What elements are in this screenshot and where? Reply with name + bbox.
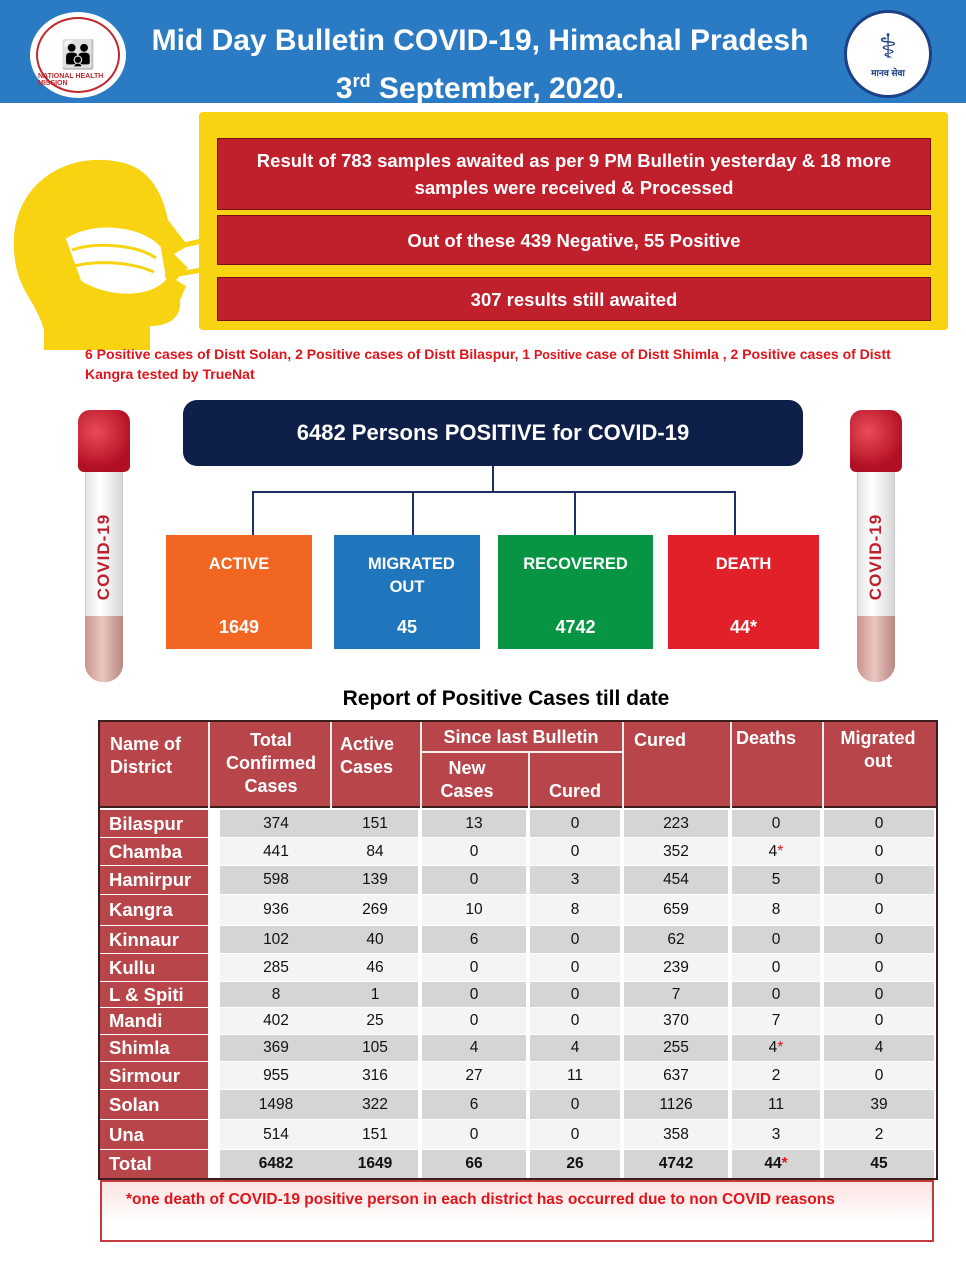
table-cell: 1126 — [624, 1090, 730, 1119]
table-cell: 0 — [732, 954, 822, 981]
tube-label-text: COVID-19 — [866, 513, 886, 601]
table-frame — [98, 720, 938, 1180]
table-cell: 3 — [530, 866, 622, 894]
header-deaths: Deaths — [736, 728, 797, 748]
table-cell: 223 — [624, 810, 730, 837]
cell-value: 4 — [768, 1039, 778, 1056]
tube-liquid — [85, 616, 123, 682]
table-cell: 139 — [332, 866, 420, 894]
table-cell: 105 — [332, 1035, 420, 1061]
table-cell: 39 — [824, 1090, 936, 1119]
table-cell: 26 — [530, 1150, 622, 1178]
tube-liquid — [857, 616, 895, 682]
truenat-part1: 6 Positive cases of Distt Solan, 2 Positive cases of Distt Bilaspur, 1 — [85, 346, 534, 362]
table-cell: 0 — [824, 982, 936, 1007]
table-cell: 358 — [624, 1120, 730, 1149]
table-cell: 62 — [624, 926, 730, 953]
truenat-note — [85, 345, 915, 384]
tree-branch-death — [734, 491, 736, 535]
positive-total-banner: 6482 Persons POSITIVE for COVID-19 — [183, 400, 803, 466]
table-cell: 3 — [732, 1120, 822, 1149]
table-cell: 0 — [422, 866, 528, 894]
table-cell: 8 — [220, 982, 334, 1007]
test-tube-right — [850, 410, 902, 688]
header-total: Total Confirmed Cases — [226, 730, 316, 796]
death-footnote: *one death of COVID-19 positive person in each district has occurred due to non COVID reasons — [100, 1180, 934, 1242]
table-cell: 151 — [332, 1120, 420, 1149]
health-dept-logo — [844, 10, 932, 98]
table-cell: 45 — [824, 1150, 936, 1178]
table-cell: 0 — [530, 982, 622, 1007]
header-cured: Cured — [634, 730, 687, 750]
caduceus-icon: ⚕ — [878, 27, 898, 66]
table-cell: 352 — [624, 838, 730, 865]
district-name: Solan — [98, 1090, 208, 1119]
header-migrated: Migrated out — [840, 728, 916, 771]
table-cell: 0 — [530, 926, 622, 953]
table-cell: 46 — [332, 954, 420, 981]
table-cell: 0 — [530, 1090, 622, 1119]
table-cell: 955 — [220, 1062, 334, 1089]
district-name: Sirmour — [98, 1062, 208, 1089]
tube-label-text: COVID-19 — [94, 513, 114, 601]
table-cell: 6482 — [220, 1150, 334, 1178]
table-cell: 5 — [732, 866, 822, 894]
table-cell: 0 — [422, 1008, 528, 1034]
date-day: 3 — [335, 72, 353, 105]
table-cell: 637 — [624, 1062, 730, 1089]
table-cell: 239 — [624, 954, 730, 981]
tree-branch-recovered — [574, 491, 576, 535]
nhm-logo — [30, 12, 126, 98]
tree-stem — [492, 466, 494, 492]
migrated-label: MIGRATED OUT — [368, 555, 455, 596]
active-card — [166, 535, 312, 649]
tube-cap — [850, 410, 902, 472]
table-cell: 0 — [824, 895, 936, 925]
table-cell: 322 — [332, 1090, 420, 1119]
table-cell: 13 — [422, 810, 528, 837]
district-name: Hamirpur — [98, 866, 208, 894]
table-cell: 0 — [530, 838, 622, 865]
table-cell: 659 — [624, 895, 730, 925]
header-active: Active Cases — [340, 734, 395, 777]
district-name: Kinnaur — [98, 926, 208, 953]
table-cell: 40 — [332, 926, 420, 953]
table-cell: 0 — [422, 954, 528, 981]
recovered-label: RECOVERED — [523, 555, 628, 573]
table-cell: 369 — [220, 1035, 334, 1061]
footnote-marker: * — [777, 1039, 784, 1056]
samples-received-text: Result of 783 samples awaited as per 9 PM Bulletin yesterday & 18 more samples were received & Processed — [217, 138, 931, 210]
table-cell: 0 — [732, 810, 822, 837]
table-cell: 316 — [332, 1062, 420, 1089]
table-cell: 0 — [530, 810, 622, 837]
header-cured-since: Cured — [548, 781, 601, 801]
footnote-marker: * — [777, 843, 784, 860]
table-cell: 0 — [824, 838, 936, 865]
header-since-last: Since last Bulletin — [443, 727, 599, 747]
table-cell: 8 — [732, 895, 822, 925]
cell-value: 44 — [764, 1155, 782, 1172]
table-cell: 4742 — [624, 1150, 730, 1178]
cell-value: 4 — [768, 843, 778, 860]
table-cell: 1649 — [332, 1150, 420, 1178]
district-name: Shimla — [98, 1035, 208, 1061]
recovered-value: 4742 — [555, 617, 596, 637]
table-cell: 11 — [530, 1062, 622, 1089]
date-rest: September, 2020. — [370, 72, 625, 105]
tree-branch-migrated — [412, 491, 414, 535]
table-cell: 84 — [332, 838, 420, 865]
page-title: Mid Day Bulletin COVID-19, Himachal Pradesh — [151, 24, 809, 57]
table-cell: 0 — [824, 926, 936, 953]
tree-crossbar — [252, 491, 736, 493]
table-cell: 2 — [824, 1120, 936, 1149]
test-tube-left — [78, 410, 130, 688]
header-new-cases: New Cases — [440, 758, 494, 801]
table-cell: 0 — [530, 954, 622, 981]
district-name: Kangra — [98, 895, 208, 925]
table-cell: 374 — [220, 810, 334, 837]
district-name: Bilaspur — [98, 810, 208, 837]
district-name: Una — [98, 1120, 208, 1149]
active-value: 1649 — [218, 617, 260, 637]
migrated-card — [334, 535, 480, 649]
district-name: Mandi — [98, 1008, 208, 1034]
table-cell: 936 — [220, 895, 334, 925]
table-cell: 0 — [530, 1120, 622, 1149]
table-cell: 0 — [824, 810, 936, 837]
table-cell: 2 — [732, 1062, 822, 1089]
health-dept-logo-text: मानव सेवा — [871, 67, 905, 78]
nhm-logo-ring — [36, 17, 120, 93]
district-name: Total — [98, 1150, 208, 1178]
migrated-value: 45 — [396, 617, 418, 637]
truenat-part3: case of Distt Shimla , 2 Positive cases of Distt Kangra tested by TrueNat — [85, 346, 891, 382]
table-cell: 1498 — [220, 1090, 334, 1119]
district-name: Kullu — [98, 954, 208, 981]
table-cell: 441 — [220, 838, 334, 865]
table-cell: 11 — [732, 1090, 822, 1119]
table-cell: 0 — [732, 982, 822, 1007]
header-district: Name of District — [110, 734, 182, 777]
table-cell: 1 — [332, 982, 420, 1007]
tree-branch-active — [252, 491, 254, 535]
district-name: L & Spiti — [98, 982, 208, 1007]
table-cell: 255 — [624, 1035, 730, 1061]
table-cell: 8 — [530, 895, 622, 925]
table-cell: 598 — [220, 866, 334, 894]
date-suffix: rd — [352, 71, 371, 91]
table-cell: 102 — [220, 926, 334, 953]
table-cell: 7 — [624, 982, 730, 1007]
table-cell: 402 — [220, 1008, 334, 1034]
recovered-card — [498, 535, 653, 649]
death-value: 44* — [729, 617, 758, 637]
report-title: Report of Positive Cases till date — [342, 687, 670, 710]
truenat-part2: Positive — [533, 348, 582, 362]
table-cell: 6 — [422, 1090, 528, 1119]
active-label: ACTIVE — [208, 555, 270, 573]
samples-result-text: Out of these 439 Negative, 55 Positive — [217, 215, 931, 265]
table-cell: 0 — [422, 1120, 528, 1149]
death-card — [668, 535, 819, 649]
table-cell: 454 — [624, 866, 730, 894]
table-cell: 10 — [422, 895, 528, 925]
table-cell: 4 — [530, 1035, 622, 1061]
table-cell: 0 — [732, 926, 822, 953]
table-cell: 370 — [624, 1008, 730, 1034]
table-cell: 0 — [824, 954, 936, 981]
table-cell: 4 — [824, 1035, 936, 1061]
family-icon: 👪 — [60, 39, 96, 70]
bulletin-date — [130, 64, 830, 106]
table-cell: 0 — [824, 1062, 936, 1089]
table-cell: 27 — [422, 1062, 528, 1089]
district-name: Chamba — [98, 838, 208, 865]
tube-label — [862, 502, 890, 612]
table-cell: 269 — [332, 895, 420, 925]
table-cell: 514 — [220, 1120, 334, 1149]
table-cell: 0 — [530, 1008, 622, 1034]
table-cell: 0 — [422, 982, 528, 1007]
table-cell: 25 — [332, 1008, 420, 1034]
tube-cap — [78, 410, 130, 472]
table-cell: 6 — [422, 926, 528, 953]
table-cell: 66 — [422, 1150, 528, 1178]
table-cell: 7 — [732, 1008, 822, 1034]
table-cell: 285 — [220, 954, 334, 981]
table-cell: 0 — [824, 1008, 936, 1034]
footnote-marker: * — [781, 1155, 788, 1172]
table-cell: 0 — [422, 838, 528, 865]
tube-label — [90, 502, 118, 612]
nhm-logo-text: NATIONAL HEALTH MISSION — [38, 73, 104, 87]
table-cell: 0 — [824, 866, 936, 894]
table-cell: 4 — [422, 1035, 528, 1061]
samples-awaited-text: 307 results still awaited — [217, 277, 931, 321]
table-cell: 151 — [332, 810, 420, 837]
masked-face-illustration — [0, 150, 230, 350]
death-label: DEATH — [715, 555, 772, 573]
